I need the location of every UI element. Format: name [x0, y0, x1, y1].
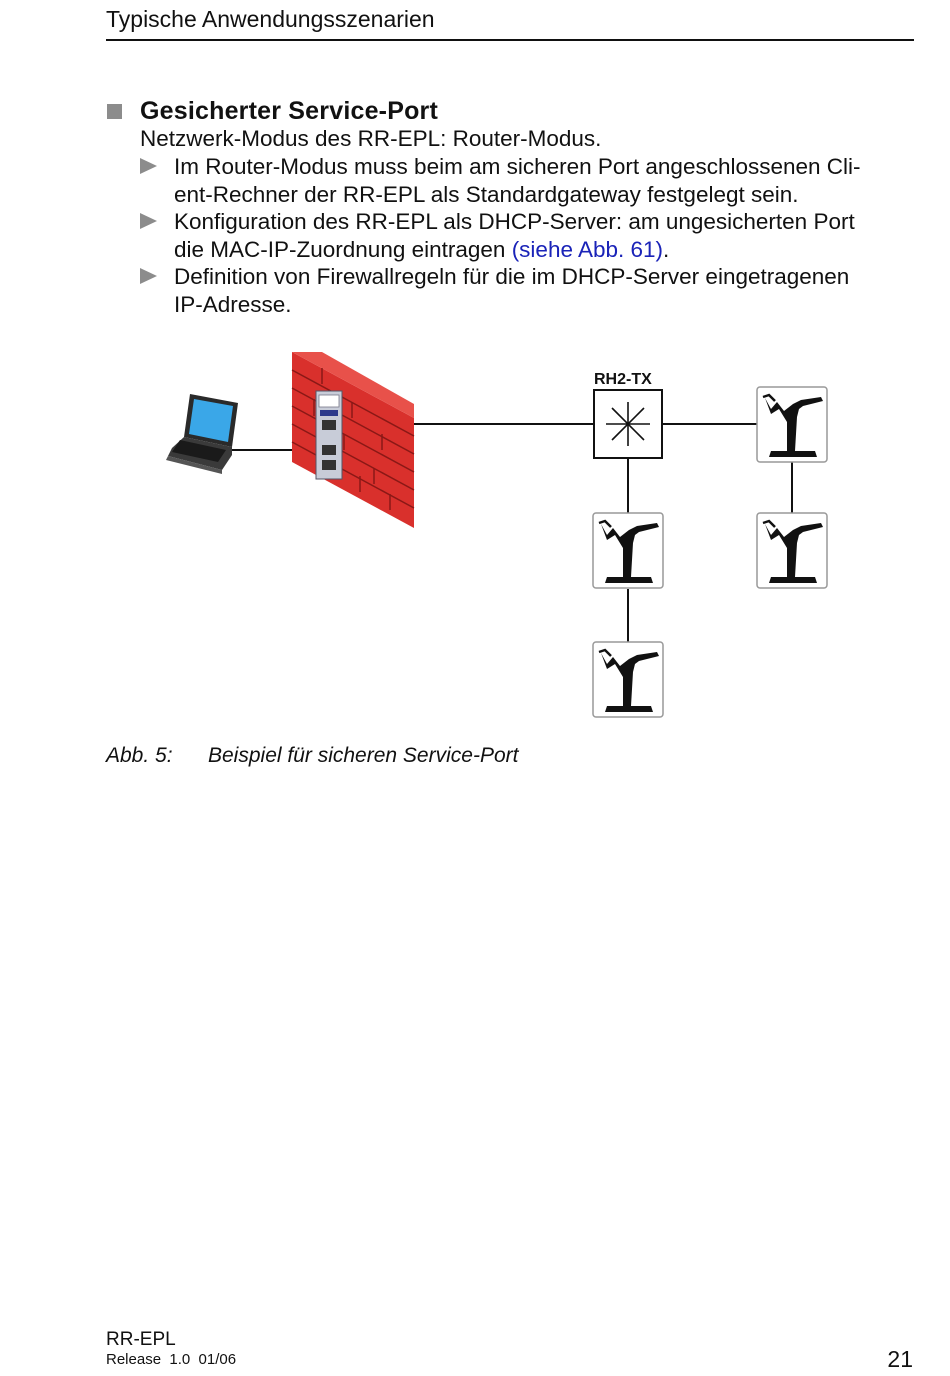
figure-caption-number: Abb. 5: — [106, 744, 173, 767]
page-number: 21 — [887, 1346, 913, 1372]
page-header-title: Typische Anwendungsszenarien — [106, 6, 435, 32]
header-divider — [106, 39, 914, 41]
section-square-bullet-icon — [107, 104, 122, 119]
bullet-text-line-1: Konfiguration des RR-EPL als DHCP-Server: am ungesicherten Port — [174, 209, 855, 234]
cross-reference-link[interactable]: (siehe Abb. 61) — [511, 236, 664, 262]
bullet-text-prefix: die MAC-IP-Zuordnung eintragen — [174, 236, 512, 262]
network-mode-line: Netzwerk-Modus des RR-EPL: Router-Modus. — [140, 126, 602, 151]
switch-label: RH2-TX — [594, 371, 652, 388]
triangle-bullet-icon — [140, 213, 157, 229]
footer-release-info: Release 1.0 01/06 — [106, 1351, 237, 1368]
industrial-robot-icon — [757, 387, 827, 462]
section-heading: Gesicherter Service-Port — [140, 97, 439, 125]
industrial-robot-icon — [757, 513, 827, 588]
switch-icon — [594, 390, 662, 458]
bullet-text-line-1: Im Router-Modus muss beim am sicheren Port angeschlossenen Cli- — [174, 154, 861, 179]
router-device-icon — [316, 391, 342, 479]
bullet-text-line-2 — [174, 236, 915, 264]
triangle-bullet-icon — [140, 268, 157, 284]
industrial-robot-icon — [593, 642, 663, 717]
bullet-text-line-2: ent-Rechner der RR-EPL als Standardgateway festgelegt sein. — [174, 181, 799, 207]
bullet-text-line-1: Definition von Firewallregeln für die im DHCP-Server eingetragenen — [174, 264, 850, 289]
firewall-icon — [292, 352, 414, 528]
bullet-text-line-2: IP-Adresse. — [174, 291, 292, 317]
bullet-item-dhcp-config — [140, 208, 915, 263]
laptop-icon — [166, 394, 238, 474]
bullet-item-firewall-rules — [140, 263, 915, 318]
triangle-bullet-icon — [140, 158, 157, 174]
industrial-robot-icon — [593, 513, 663, 588]
figure-caption-text: Beispiel für sicheren Service-Port — [208, 744, 519, 767]
footer-product-name: RR-EPL — [106, 1329, 176, 1350]
bullet-item-router-mode — [140, 153, 915, 208]
bullet-text-suffix: . — [663, 236, 670, 262]
